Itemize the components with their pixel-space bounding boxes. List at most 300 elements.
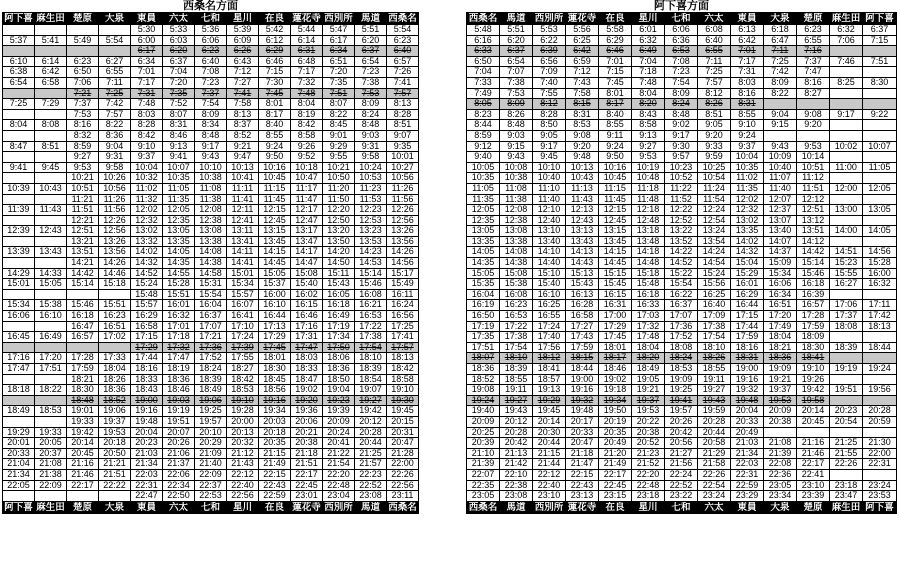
time-cell: 10:01 <box>387 152 419 163</box>
time-cell: 14:46 <box>99 268 131 279</box>
time-cell: 13:47 <box>291 236 323 247</box>
time-cell: 9:48 <box>566 152 599 163</box>
time-cell: 21:23 <box>632 448 665 459</box>
time-cell: 8:59 <box>467 130 500 141</box>
time-cell: 21:51 <box>99 469 131 480</box>
time-cell: 20:28 <box>355 427 387 438</box>
time-cell: 8:07 <box>323 99 355 110</box>
time-cell: 14:10 <box>533 247 566 258</box>
time-cell: 14:45 <box>259 258 291 269</box>
time-cell: 6:55 <box>99 67 131 78</box>
time-cell: 16:01 <box>731 279 764 290</box>
time-cell: 10:02 <box>830 141 863 152</box>
time-cell: 18:09 <box>797 332 830 343</box>
time-cell: 22:26 <box>830 459 863 470</box>
time-cell: 20:41 <box>323 438 355 449</box>
time-cell: 7:17 <box>731 56 764 67</box>
time-cell: 23:10 <box>797 480 830 491</box>
time-cell: 14:37 <box>764 247 797 258</box>
time-cell: 21:09 <box>195 448 227 459</box>
time-cell: 6:00 <box>131 35 163 46</box>
time-cell: 14:56 <box>387 258 419 269</box>
time-cell: 18:18 <box>3 385 35 396</box>
time-cell: 22:36 <box>764 469 797 480</box>
time-cell: 21:46 <box>797 448 830 459</box>
time-cell <box>67 46 99 57</box>
time-cell: 17:18 <box>163 332 195 343</box>
time-cell: 7:53 <box>67 109 99 120</box>
time-cell: 20:35 <box>259 438 291 449</box>
time-cell: 6:42 <box>566 46 599 57</box>
time-cell: 17:10 <box>227 321 259 332</box>
time-cell <box>67 25 99 36</box>
time-cell: 13:23 <box>355 226 387 237</box>
time-cell: 18:10 <box>698 342 731 353</box>
time-cell: 15:23 <box>830 258 863 269</box>
time-cell: 19:48 <box>131 416 163 427</box>
time-cell: 7:11 <box>99 77 131 88</box>
time-cell: 12:48 <box>632 215 665 226</box>
time-cell: 7:42 <box>99 99 131 110</box>
time-cell: 18:26 <box>99 374 131 385</box>
time-cell: 6:29 <box>599 35 632 46</box>
time-cell: 18:06 <box>323 353 355 364</box>
time-cell: 19:02 <box>291 385 323 396</box>
time-cell: 18:08 <box>665 342 698 353</box>
time-cell: 14:21 <box>67 258 99 269</box>
time-cell: 14:15 <box>259 247 291 258</box>
table-row <box>3 205 419 216</box>
time-cell: 15:35 <box>467 279 500 290</box>
time-cell: 13:38 <box>500 236 533 247</box>
timetable <box>2 12 419 514</box>
time-cell: 19:24 <box>863 364 897 375</box>
time-cell <box>3 321 35 332</box>
time-cell: 9:58 <box>355 152 387 163</box>
table-row <box>467 236 897 247</box>
time-cell: 22:48 <box>323 480 355 491</box>
footer-row <box>467 501 897 513</box>
time-cell: 7:57 <box>387 88 419 99</box>
time-cell: 16:22 <box>665 289 698 300</box>
time-cell: 7:51 <box>323 88 355 99</box>
time-cell: 11:43 <box>35 205 67 216</box>
time-cell: 15:04 <box>731 258 764 269</box>
time-cell: 16:44 <box>731 300 764 311</box>
time-cell <box>830 88 863 99</box>
station-footer: 西桑名 <box>388 501 417 513</box>
time-cell: 20:45 <box>67 448 99 459</box>
time-cell: 12:43 <box>35 226 67 237</box>
time-cell: 7:27 <box>227 77 259 88</box>
time-cell: 22:52 <box>665 480 698 491</box>
time-cell: 9:10 <box>131 141 163 152</box>
time-cell: 17:03 <box>632 311 665 322</box>
time-cell: 13:17 <box>291 226 323 237</box>
time-cell: 21:38 <box>35 469 67 480</box>
station-footer: 馬道 <box>355 501 387 513</box>
time-cell: 14:15 <box>599 247 632 258</box>
time-cell: 16:06 <box>764 279 797 290</box>
time-cell: 14:08 <box>500 247 533 258</box>
time-cell: 13:38 <box>195 236 227 247</box>
table-row <box>3 109 419 120</box>
time-cell: 22:43 <box>566 480 599 491</box>
time-cell: 5:39 <box>227 25 259 36</box>
time-cell: 14:05 <box>863 226 897 237</box>
time-cell: 7:37 <box>797 56 830 67</box>
time-cell: 13:20 <box>323 226 355 237</box>
time-cell: 6:51 <box>323 56 355 67</box>
time-cell: 15:37 <box>259 279 291 290</box>
time-cell: 6:54 <box>355 56 387 67</box>
time-cell: 8:22 <box>99 120 131 131</box>
time-cell <box>3 374 35 385</box>
time-cell: 8:31 <box>731 99 764 110</box>
time-cell: 17:00 <box>599 311 632 322</box>
time-cell: 19:16 <box>259 395 291 406</box>
time-cell <box>3 416 35 427</box>
station-header: 蓮花寺 <box>292 13 321 24</box>
time-cell: 12:45 <box>259 215 291 226</box>
time-cell: 12:24 <box>698 205 731 216</box>
time-cell: 5:51 <box>355 25 387 36</box>
table-row <box>3 247 419 258</box>
time-cell: 12:23 <box>355 205 387 216</box>
table-row <box>467 469 897 480</box>
time-cell: 18:41 <box>533 364 566 375</box>
time-cell: 20:32 <box>227 438 259 449</box>
time-cell <box>35 46 67 57</box>
time-cell: 7:49 <box>467 88 500 99</box>
time-cell: 7:41 <box>387 77 419 88</box>
time-cell <box>35 130 67 141</box>
time-cell: 7:41 <box>227 88 259 99</box>
time-cell <box>863 332 897 343</box>
time-cell: 15:28 <box>163 279 195 290</box>
time-cell: 13:43 <box>566 236 599 247</box>
time-cell <box>3 342 35 353</box>
time-cell: 12:17 <box>291 205 323 216</box>
time-cell: 17:09 <box>698 311 731 322</box>
time-cell: 11:45 <box>599 194 632 205</box>
time-cell: 20:28 <box>863 406 897 417</box>
time-cell: 23:39 <box>797 491 830 502</box>
time-cell: 8:26 <box>698 99 731 110</box>
time-cell: 22:59 <box>259 491 291 502</box>
time-cell: 22:06 <box>163 469 195 480</box>
time-cell: 17:27 <box>566 321 599 332</box>
time-cell <box>35 236 67 247</box>
time-cell: 12:51 <box>797 205 830 216</box>
time-cell: 20:26 <box>163 438 195 449</box>
time-cell: 13:00 <box>830 205 863 216</box>
time-cell <box>764 427 797 438</box>
time-cell: 18:04 <box>632 342 665 353</box>
time-cell <box>35 374 67 385</box>
time-cell: 22:17 <box>797 459 830 470</box>
time-cell: 7:23 <box>665 67 698 78</box>
time-cell: 9:01 <box>323 130 355 141</box>
time-cell: 19:42 <box>355 406 387 417</box>
time-cell: 17:39 <box>227 342 259 353</box>
time-cell: 16:55 <box>533 311 566 322</box>
time-cell: 23:34 <box>764 491 797 502</box>
time-cell: 10:05 <box>467 162 500 173</box>
time-cell: 18:57 <box>533 374 566 385</box>
time-cell: 5:44 <box>291 25 323 36</box>
time-cell: 20:22 <box>632 416 665 427</box>
time-cell: 18:53 <box>35 406 67 417</box>
time-cell: 21:30 <box>863 438 897 449</box>
time-cell: 23:18 <box>830 480 863 491</box>
time-cell: 19:10 <box>797 364 830 375</box>
time-cell: 18:16 <box>731 342 764 353</box>
time-cell: 6:58 <box>35 77 67 88</box>
time-cell: 19:39 <box>323 406 355 417</box>
time-cell: 16:18 <box>67 311 99 322</box>
time-cell: 11:17 <box>291 183 323 194</box>
time-cell: 11:05 <box>863 162 897 173</box>
time-cell: 16:51 <box>99 321 131 332</box>
time-cell: 16:18 <box>632 289 665 300</box>
time-cell: 9:47 <box>227 152 259 163</box>
time-cell: 9:20 <box>797 120 830 131</box>
table-row <box>467 173 897 184</box>
time-cell <box>863 67 897 78</box>
station-header: 楚原 <box>797 13 830 25</box>
footer-row <box>3 501 419 513</box>
time-cell: 10:53 <box>355 173 387 184</box>
time-cell: 6:17 <box>323 35 355 46</box>
time-cell: 19:11 <box>698 374 731 385</box>
time-cell: 18:39 <box>195 374 227 385</box>
time-cell: 11:10 <box>533 183 566 194</box>
time-cell: 20:09 <box>323 416 355 427</box>
time-cell: 7:25 <box>99 88 131 99</box>
time-cell: 15:15 <box>599 268 632 279</box>
time-cell: 17:52 <box>195 353 227 364</box>
time-cell: 11:47 <box>291 194 323 205</box>
time-cell: 10:52 <box>665 173 698 184</box>
time-cell: 16:50 <box>467 311 500 322</box>
time-cell: 21:40 <box>195 459 227 470</box>
time-cell: 17:42 <box>863 311 897 322</box>
time-cell: 17:33 <box>99 353 131 364</box>
time-cell <box>3 491 35 502</box>
time-cell: 15:01 <box>227 268 259 279</box>
table-row <box>3 311 419 322</box>
time-cell: 9:04 <box>99 141 131 152</box>
time-cell: 6:17 <box>131 46 163 57</box>
time-cell: 6:55 <box>797 35 830 46</box>
table-row <box>3 130 419 141</box>
time-cell: 8:13 <box>227 109 259 120</box>
time-cell: 6:39 <box>533 46 566 57</box>
station-footer: 大泉 <box>764 501 797 513</box>
time-cell: 9:20 <box>566 141 599 152</box>
time-cell: 19:03 <box>163 395 195 406</box>
time-cell: 15:05 <box>259 268 291 279</box>
time-cell: 13:54 <box>698 236 731 247</box>
time-cell: 13:12 <box>797 215 830 226</box>
time-cell: 7:01 <box>599 56 632 67</box>
time-cell: 7:38 <box>500 77 533 88</box>
time-cell: 14:07 <box>764 236 797 247</box>
time-cell <box>863 236 897 247</box>
time-cell: 21:20 <box>599 448 632 459</box>
time-cell: 18:41 <box>797 353 830 364</box>
time-cell: 18:12 <box>533 353 566 364</box>
time-cell: 16:37 <box>195 311 227 322</box>
time-cell: 19:16 <box>731 374 764 385</box>
station-header: 阿下喜 <box>863 13 897 25</box>
station-header: 大泉 <box>99 13 131 25</box>
time-cell: 9:21 <box>227 141 259 152</box>
time-cell: 12:08 <box>500 205 533 216</box>
time-cell: 8:32 <box>67 130 99 141</box>
time-cell: 12:56 <box>387 215 419 226</box>
time-cell: 8:17 <box>599 99 632 110</box>
time-cell: 16:53 <box>500 311 533 322</box>
time-cell: 22:26 <box>698 469 731 480</box>
time-cell: 12:45 <box>599 215 632 226</box>
time-cell <box>99 25 131 36</box>
time-cell: 8:58 <box>291 130 323 141</box>
time-cell: 19:05 <box>632 374 665 385</box>
time-cell: 17:59 <box>731 332 764 343</box>
time-cell: 9:11 <box>599 130 632 141</box>
time-cell: 8:22 <box>323 109 355 120</box>
time-cell: 17:41 <box>387 332 419 343</box>
time-cell: 17:34 <box>323 332 355 343</box>
table-row <box>467 448 897 459</box>
table-row <box>467 374 897 385</box>
station-header: 東員 <box>131 13 163 25</box>
time-cell: 10:07 <box>863 141 897 152</box>
time-cell: 21:55 <box>830 448 863 459</box>
table-row <box>467 35 897 46</box>
time-cell: 18:24 <box>195 364 227 375</box>
time-cell: 9:37 <box>731 141 764 152</box>
time-cell: 7:35 <box>323 77 355 88</box>
time-cell: 12:38 <box>500 215 533 226</box>
time-cell: 21:29 <box>698 448 731 459</box>
time-cell: 15:29 <box>731 268 764 279</box>
time-cell: 13:56 <box>387 236 419 247</box>
time-cell: 8:22 <box>764 88 797 99</box>
time-cell: 17:44 <box>131 353 163 364</box>
time-cell: 18:42 <box>387 364 419 375</box>
time-cell: 10:13 <box>227 162 259 173</box>
time-cell: 13:24 <box>698 226 731 237</box>
header-row <box>467 13 897 25</box>
time-cell: 17:29 <box>131 342 163 353</box>
time-cell: 21:15 <box>259 448 291 459</box>
time-cell: 8:55 <box>259 130 291 141</box>
time-cell: 15:05 <box>467 268 500 279</box>
time-cell: 18:53 <box>227 385 259 396</box>
time-cell: 17:36 <box>665 321 698 332</box>
time-cell: 8:24 <box>665 99 698 110</box>
time-cell: 6:33 <box>467 46 500 57</box>
time-cell: 8:48 <box>665 109 698 120</box>
table-row <box>467 438 897 449</box>
time-cell: 19:33 <box>67 416 99 427</box>
station-header: 六太 <box>163 13 195 25</box>
time-cell: 17:01 <box>163 321 195 332</box>
time-cell: 20:18 <box>99 438 131 449</box>
panel-title: 阿下喜方面 <box>654 0 709 12</box>
time-cell <box>863 427 897 438</box>
time-cell: 19:37 <box>764 385 797 396</box>
table-row-cancelled <box>467 46 897 57</box>
time-cell: 18:36 <box>467 364 500 375</box>
time-cell: 9:31 <box>99 152 131 163</box>
time-cell: 22:00 <box>863 448 897 459</box>
time-cell: 6:42 <box>731 35 764 46</box>
station-header: 西桑名 <box>388 13 417 24</box>
time-cell: 19:50 <box>599 406 632 417</box>
time-cell <box>830 46 863 57</box>
time-cell: 14:38 <box>195 258 227 269</box>
time-cell: 12:05 <box>863 183 897 194</box>
time-cell: 22:15 <box>259 469 291 480</box>
time-cell: 16:45 <box>3 332 35 343</box>
time-cell: 21:52 <box>632 459 665 470</box>
time-cell: 6:29 <box>259 46 291 57</box>
time-cell: 11:52 <box>665 194 698 205</box>
time-cell: 16:25 <box>698 289 731 300</box>
time-cell: 20:30 <box>533 427 566 438</box>
time-cell: 15:18 <box>632 268 665 279</box>
time-cell: 9:04 <box>764 109 797 120</box>
time-cell: 19:42 <box>797 385 830 396</box>
time-cell: 6:16 <box>467 35 500 46</box>
time-cell: 19:20 <box>291 395 323 406</box>
time-cell: 11:02 <box>731 173 764 184</box>
time-cell: 22:24 <box>665 469 698 480</box>
time-cell: 14:05 <box>467 247 500 258</box>
time-cell: 17:54 <box>500 342 533 353</box>
time-cell: 8:09 <box>355 99 387 110</box>
time-cell: 13:40 <box>533 236 566 247</box>
time-cell: 6:26 <box>227 46 259 57</box>
time-cell: 6:50 <box>467 56 500 67</box>
time-cell: 12:20 <box>323 205 355 216</box>
time-cell: 10:24 <box>355 162 387 173</box>
table-row-cancelled <box>467 353 897 364</box>
time-cell: 12:52 <box>665 215 698 226</box>
time-cell: 20:12 <box>355 416 387 427</box>
time-cell: 19:00 <box>731 364 764 375</box>
time-cell: 9:15 <box>500 141 533 152</box>
time-cell: 21:03 <box>131 448 163 459</box>
time-cell: 6:37 <box>163 56 195 67</box>
time-cell: 12:13 <box>566 205 599 216</box>
time-cell <box>863 374 897 385</box>
time-cell: 7:57 <box>698 77 731 88</box>
time-cell <box>863 395 897 406</box>
time-cell: 22:41 <box>797 469 830 480</box>
time-cell: 18:30 <box>67 385 99 396</box>
time-cell: 19:09 <box>665 374 698 385</box>
time-cell: 17:11 <box>863 300 897 311</box>
time-cell: 20:33 <box>566 427 599 438</box>
time-cell: 19:06 <box>195 395 227 406</box>
time-cell: 11:05 <box>163 183 195 194</box>
time-cell: 22:54 <box>698 480 731 491</box>
